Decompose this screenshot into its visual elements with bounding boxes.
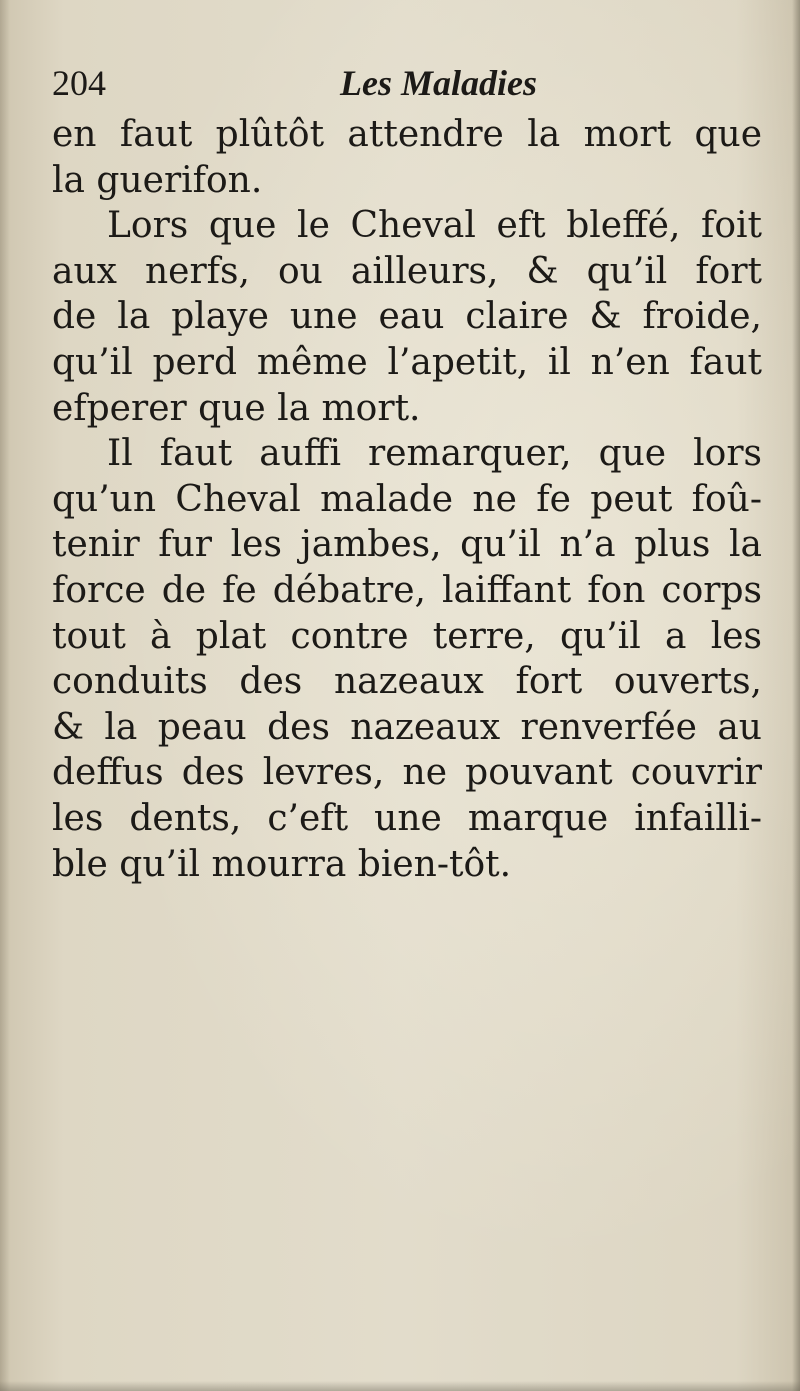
text-line: les dents, c’eft une marque infailli- <box>52 797 762 839</box>
text-line: la guerifon. <box>52 159 263 201</box>
running-head: Les Maladies <box>340 63 537 103</box>
text-line: aux nerfs, ou ailleurs, & qu’il fort <box>52 250 762 292</box>
text-line: force de fe débatre, laiffant fon corps <box>52 569 762 611</box>
page-edge-shadow-left <box>0 0 10 1391</box>
text-line: qu’il perd même l’apetit, il n’en faut <box>52 341 762 383</box>
text-line: de la playe une eau claire & froide, <box>52 296 762 338</box>
page-edge-shadow-right <box>792 0 800 1391</box>
text-line: qu’un Cheval malade ne fe peut foû- <box>52 478 762 520</box>
page-number: 204 <box>52 63 106 103</box>
text-line: & la peau des nazeaux renverfée au <box>52 706 762 748</box>
text-line: en faut plûtôt attendre la mort que <box>52 114 762 155</box>
text-line: efperer que la mort. <box>52 387 421 429</box>
text-line: Lors que le Cheval eft bleffé, foit <box>107 205 762 247</box>
text-line: tenir fur les jambes, qu’il n’a plus la <box>52 524 762 566</box>
body-text <box>52 112 762 887</box>
text-line: conduits des nazeaux fort ouverts, <box>52 661 762 703</box>
page-edge-shadow-bottom <box>0 1381 800 1391</box>
text-line: deffus des levres, ne pouvant couvrir <box>52 752 762 794</box>
text-line: tout à plat contre terre, qu’il a les <box>52 615 762 657</box>
page-header <box>52 62 752 112</box>
text-line: Il faut auffi remarquer, que lors <box>107 433 762 475</box>
text-line: ble qu’il mourra bien-tôt. <box>52 843 512 885</box>
